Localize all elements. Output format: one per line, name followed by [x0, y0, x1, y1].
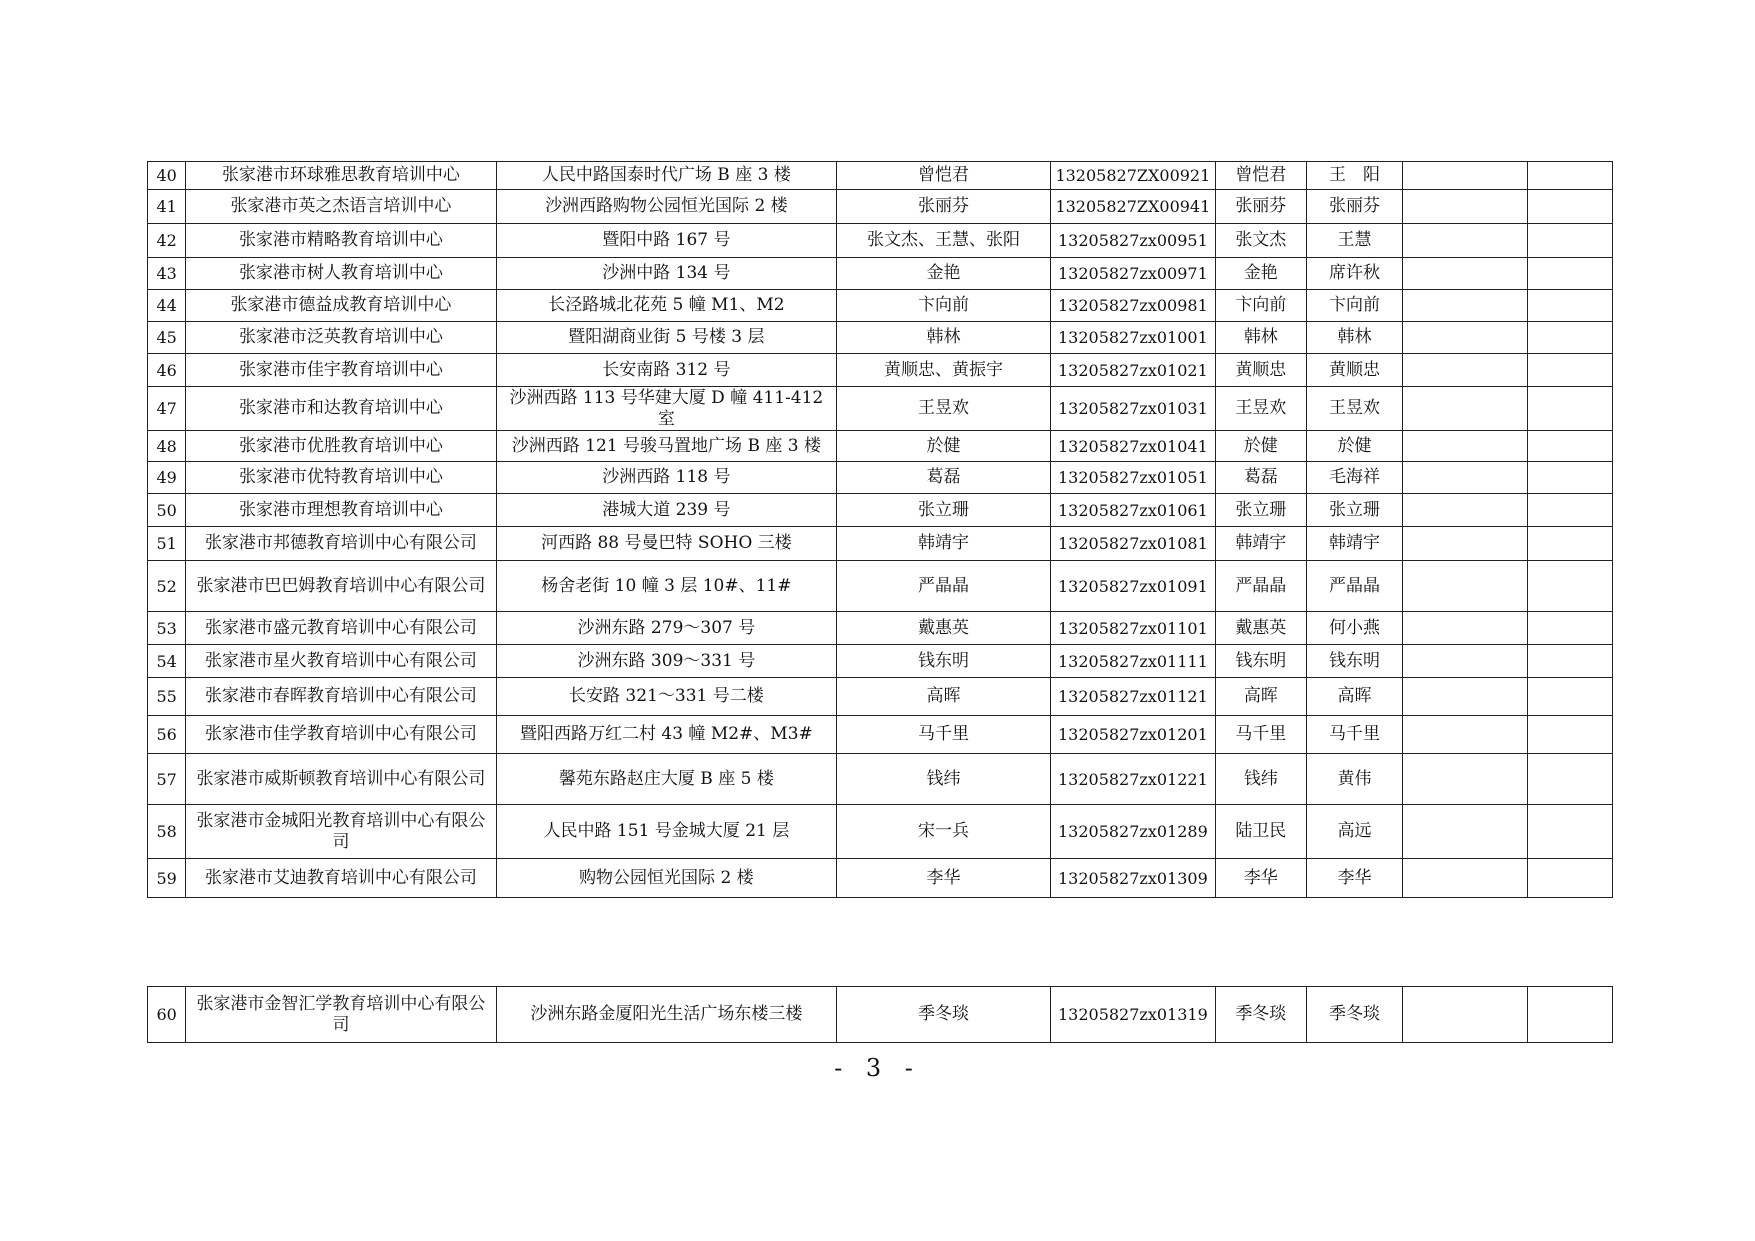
institution-address: 人民中路 151 号金城大厦 21 层 — [496, 805, 837, 859]
remark-cell — [1403, 290, 1528, 322]
extra-cell — [1528, 431, 1613, 462]
table-row — [148, 645, 1613, 678]
table-body — [148, 987, 1613, 1043]
institution-name: 张家港市理想教育培训中心 — [186, 494, 496, 527]
table-row — [148, 859, 1613, 898]
organizer: 张丽芬 — [837, 190, 1051, 224]
remark-cell — [1403, 387, 1528, 431]
remark-cell — [1403, 859, 1528, 898]
institution-table — [147, 161, 1613, 898]
table-row — [148, 754, 1613, 805]
institution-name: 张家港市优特教育培训中心 — [186, 462, 496, 494]
organizer: 黄顺忠、黄振宇 — [837, 354, 1051, 387]
principal: 卞向前 — [1306, 290, 1403, 322]
license-code: 13205827zx01021 — [1050, 354, 1215, 387]
institution-name: 张家港市金智汇学教育培训中心有限公司 — [186, 987, 496, 1043]
table-row — [148, 190, 1613, 224]
legal-representative: 李华 — [1215, 859, 1306, 898]
legal-representative: 钱纬 — [1215, 754, 1306, 805]
extra-cell — [1528, 224, 1613, 258]
organizer: 钱纬 — [837, 754, 1051, 805]
institution-name: 张家港市艾迪教育培训中心有限公司 — [186, 859, 496, 898]
institution-address: 暨阳中路 167 号 — [496, 224, 837, 258]
institution-address: 长安路 321～331 号二楼 — [496, 678, 837, 716]
institution-name: 张家港市星火教育培训中心有限公司 — [186, 645, 496, 678]
extra-cell — [1528, 190, 1613, 224]
institution-address: 人民中路国泰时代广场 B 座 3 楼 — [496, 162, 837, 190]
extra-cell — [1528, 162, 1613, 190]
principal: 黄顺忠 — [1306, 354, 1403, 387]
institution-name: 张家港市德益成教育培训中心 — [186, 290, 496, 322]
legal-representative: 张立珊 — [1215, 494, 1306, 527]
license-code: 13205827zx01091 — [1050, 561, 1215, 612]
institution-address: 暨阳西路万红二村 43 幢 M2#、M3# — [496, 716, 837, 754]
row-number: 44 — [148, 290, 186, 322]
remark-cell — [1403, 431, 1528, 462]
institution-table-continued — [147, 986, 1613, 1043]
row-number: 58 — [148, 805, 186, 859]
extra-cell — [1528, 612, 1613, 645]
organizer: 戴惠英 — [837, 612, 1051, 645]
institution-address: 沙洲西路 121 号骏马置地广场 B 座 3 楼 — [496, 431, 837, 462]
institution-name: 张家港市巴巴姆教育培训中心有限公司 — [186, 561, 496, 612]
row-number: 56 — [148, 716, 186, 754]
table-row — [148, 612, 1613, 645]
institution-name: 张家港市英之杰语言培训中心 — [186, 190, 496, 224]
row-number: 57 — [148, 754, 186, 805]
page-number: - 3 - — [834, 1054, 921, 1082]
license-code: 13205827zx01101 — [1050, 612, 1215, 645]
remark-cell — [1403, 494, 1528, 527]
extra-cell — [1528, 494, 1613, 527]
license-code: 13205827zx01201 — [1050, 716, 1215, 754]
institution-name: 张家港市金城阳光教育培训中心有限公司 — [186, 805, 496, 859]
license-code: 13205827ZX00941 — [1050, 190, 1215, 224]
remark-cell — [1403, 354, 1528, 387]
row-number: 49 — [148, 462, 186, 494]
institution-address: 沙洲东路 279～307 号 — [496, 612, 837, 645]
extra-cell — [1528, 859, 1613, 898]
table-row — [148, 354, 1613, 387]
table-row — [148, 494, 1613, 527]
legal-representative: 黄顺忠 — [1215, 354, 1306, 387]
organizer: 张文杰、王慧、张阳 — [837, 224, 1051, 258]
organizer: 高晖 — [837, 678, 1051, 716]
remark-cell — [1403, 805, 1528, 859]
legal-representative: 张文杰 — [1215, 224, 1306, 258]
institution-name: 张家港市佳宇教育培训中心 — [186, 354, 496, 387]
license-code: 13205827zx01061 — [1050, 494, 1215, 527]
institution-name: 张家港市佳学教育培训中心有限公司 — [186, 716, 496, 754]
organizer: 葛磊 — [837, 462, 1051, 494]
legal-representative: 高晖 — [1215, 678, 1306, 716]
organizer: 宋一兵 — [837, 805, 1051, 859]
license-code: 13205827zx01081 — [1050, 527, 1215, 561]
remark-cell — [1403, 462, 1528, 494]
extra-cell — [1528, 716, 1613, 754]
license-code: 13205827ZX00921 — [1050, 162, 1215, 190]
row-number: 55 — [148, 678, 186, 716]
row-number: 43 — [148, 258, 186, 290]
license-code: 13205827zx00971 — [1050, 258, 1215, 290]
principal: 黄伟 — [1306, 754, 1403, 805]
principal: 韩靖宇 — [1306, 527, 1403, 561]
row-number: 41 — [148, 190, 186, 224]
legal-representative: 戴惠英 — [1215, 612, 1306, 645]
institution-address: 港城大道 239 号 — [496, 494, 837, 527]
organizer: 王昱欢 — [837, 387, 1051, 431]
institution-address: 河西路 88 号曼巴特 SOHO 三楼 — [496, 527, 837, 561]
extra-cell — [1528, 678, 1613, 716]
remark-cell — [1403, 987, 1528, 1043]
legal-representative: 曾恺君 — [1215, 162, 1306, 190]
extra-cell — [1528, 354, 1613, 387]
organizer: 李华 — [837, 859, 1051, 898]
table-row — [148, 322, 1613, 354]
institution-address: 购物公园恒光国际 2 楼 — [496, 859, 837, 898]
row-number: 54 — [148, 645, 186, 678]
license-code: 13205827zx00951 — [1050, 224, 1215, 258]
row-number: 47 — [148, 387, 186, 431]
principal: 季冬琰 — [1306, 987, 1403, 1043]
row-number: 52 — [148, 561, 186, 612]
institution-address: 沙洲东路 309～331 号 — [496, 645, 837, 678]
institution-name: 张家港市邦德教育培训中心有限公司 — [186, 527, 496, 561]
institution-name: 张家港市春晖教育培训中心有限公司 — [186, 678, 496, 716]
license-code: 13205827zx01309 — [1050, 859, 1215, 898]
license-code: 13205827zx01289 — [1050, 805, 1215, 859]
table-row — [148, 527, 1613, 561]
extra-cell — [1528, 322, 1613, 354]
organizer: 韩林 — [837, 322, 1051, 354]
remark-cell — [1403, 224, 1528, 258]
row-number: 50 — [148, 494, 186, 527]
table-row — [148, 716, 1613, 754]
organizer: 卞向前 — [837, 290, 1051, 322]
remark-cell — [1403, 258, 1528, 290]
row-number: 45 — [148, 322, 186, 354]
legal-representative: 金艳 — [1215, 258, 1306, 290]
table-row — [148, 162, 1613, 190]
institution-address: 沙洲东路金厦阳光生活广场东楼三楼 — [496, 987, 837, 1043]
legal-representative: 严晶晶 — [1215, 561, 1306, 612]
institution-name: 张家港市优胜教育培训中心 — [186, 431, 496, 462]
principal: 钱东明 — [1306, 645, 1403, 678]
row-number: 60 — [148, 987, 186, 1043]
legal-representative: 钱东明 — [1215, 645, 1306, 678]
extra-cell — [1528, 754, 1613, 805]
organizer: 严晶晶 — [837, 561, 1051, 612]
table-row — [148, 290, 1613, 322]
remark-cell — [1403, 612, 1528, 645]
institution-name: 张家港市威斯顿教育培训中心有限公司 — [186, 754, 496, 805]
license-code: 13205827zx01051 — [1050, 462, 1215, 494]
legal-representative: 於健 — [1215, 431, 1306, 462]
row-number: 51 — [148, 527, 186, 561]
principal: 王慧 — [1306, 224, 1403, 258]
table-body — [148, 162, 1613, 898]
legal-representative: 卞向前 — [1215, 290, 1306, 322]
legal-representative: 陆卫民 — [1215, 805, 1306, 859]
principal: 席许秋 — [1306, 258, 1403, 290]
extra-cell — [1528, 987, 1613, 1043]
principal: 张立珊 — [1306, 494, 1403, 527]
legal-representative: 季冬琰 — [1215, 987, 1306, 1043]
extra-cell — [1528, 258, 1613, 290]
institution-name: 张家港市泛英教育培训中心 — [186, 322, 496, 354]
remark-cell — [1403, 322, 1528, 354]
principal: 李华 — [1306, 859, 1403, 898]
institution-address: 沙洲西路 118 号 — [496, 462, 837, 494]
legal-representative: 王昱欢 — [1215, 387, 1306, 431]
extra-cell — [1528, 527, 1613, 561]
license-code: 13205827zx01111 — [1050, 645, 1215, 678]
organizer: 马千里 — [837, 716, 1051, 754]
institution-address: 杨舍老街 10 幢 3 层 10#、11# — [496, 561, 837, 612]
organizer: 金艳 — [837, 258, 1051, 290]
institution-name: 张家港市环球雅思教育培训中心 — [186, 162, 496, 190]
legal-representative: 马千里 — [1215, 716, 1306, 754]
extra-cell — [1528, 645, 1613, 678]
principal: 马千里 — [1306, 716, 1403, 754]
remark-cell — [1403, 678, 1528, 716]
legal-representative: 张丽芬 — [1215, 190, 1306, 224]
remark-cell — [1403, 754, 1528, 805]
principal: 高晖 — [1306, 678, 1403, 716]
institution-address: 长泾路城北花苑 5 幢 M1、M2 — [496, 290, 837, 322]
license-code: 13205827zx01319 — [1050, 987, 1215, 1043]
table-row — [148, 678, 1613, 716]
extra-cell — [1528, 290, 1613, 322]
institution-name: 张家港市和达教育培训中心 — [186, 387, 496, 431]
license-code: 13205827zx00981 — [1050, 290, 1215, 322]
row-number: 42 — [148, 224, 186, 258]
row-number: 53 — [148, 612, 186, 645]
table-row — [148, 224, 1613, 258]
table-row — [148, 258, 1613, 290]
legal-representative: 韩林 — [1215, 322, 1306, 354]
table-row — [148, 561, 1613, 612]
extra-cell — [1528, 462, 1613, 494]
license-code: 13205827zx01031 — [1050, 387, 1215, 431]
license-code: 13205827zx01221 — [1050, 754, 1215, 805]
row-number: 59 — [148, 859, 186, 898]
remark-cell — [1403, 190, 1528, 224]
institution-address: 沙洲西路购物公园恒光国际 2 楼 — [496, 190, 837, 224]
table-row — [148, 462, 1613, 494]
institution-name: 张家港市盛元教育培训中心有限公司 — [186, 612, 496, 645]
legal-representative: 葛磊 — [1215, 462, 1306, 494]
organizer: 韩靖宇 — [837, 527, 1051, 561]
institution-address: 沙洲中路 134 号 — [496, 258, 837, 290]
principal: 高远 — [1306, 805, 1403, 859]
organizer: 於健 — [837, 431, 1051, 462]
license-code: 13205827zx01121 — [1050, 678, 1215, 716]
remark-cell — [1403, 561, 1528, 612]
organizer: 钱东明 — [837, 645, 1051, 678]
institution-address: 沙洲西路 113 号华建大厦 D 幢 411-412 室 — [496, 387, 837, 431]
principal: 张丽芬 — [1306, 190, 1403, 224]
remark-cell — [1403, 716, 1528, 754]
institution-address: 暨阳湖商业街 5 号楼 3 层 — [496, 322, 837, 354]
principal: 於健 — [1306, 431, 1403, 462]
institution-address: 馨苑东路赵庄大厦 B 座 5 楼 — [496, 754, 837, 805]
extra-cell — [1528, 387, 1613, 431]
remark-cell — [1403, 527, 1528, 561]
extra-cell — [1528, 561, 1613, 612]
legal-representative: 韩靖宇 — [1215, 527, 1306, 561]
principal: 王昱欢 — [1306, 387, 1403, 431]
principal: 毛海祥 — [1306, 462, 1403, 494]
remark-cell — [1403, 645, 1528, 678]
principal: 王 阳 — [1306, 162, 1403, 190]
table-row — [148, 987, 1613, 1043]
principal: 何小燕 — [1306, 612, 1403, 645]
organizer: 曾恺君 — [837, 162, 1051, 190]
remark-cell — [1403, 162, 1528, 190]
extra-cell — [1528, 805, 1613, 859]
table-row — [148, 805, 1613, 859]
institution-name: 张家港市树人教育培训中心 — [186, 258, 496, 290]
row-number: 48 — [148, 431, 186, 462]
table-row — [148, 387, 1613, 431]
organizer: 季冬琰 — [837, 987, 1051, 1043]
institution-name: 张家港市精略教育培训中心 — [186, 224, 496, 258]
institution-address: 长安南路 312 号 — [496, 354, 837, 387]
principal: 韩林 — [1306, 322, 1403, 354]
license-code: 13205827zx01041 — [1050, 431, 1215, 462]
row-number: 40 — [148, 162, 186, 190]
row-number: 46 — [148, 354, 186, 387]
table-row — [148, 431, 1613, 462]
organizer: 张立珊 — [837, 494, 1051, 527]
principal: 严晶晶 — [1306, 561, 1403, 612]
license-code: 13205827zx01001 — [1050, 322, 1215, 354]
